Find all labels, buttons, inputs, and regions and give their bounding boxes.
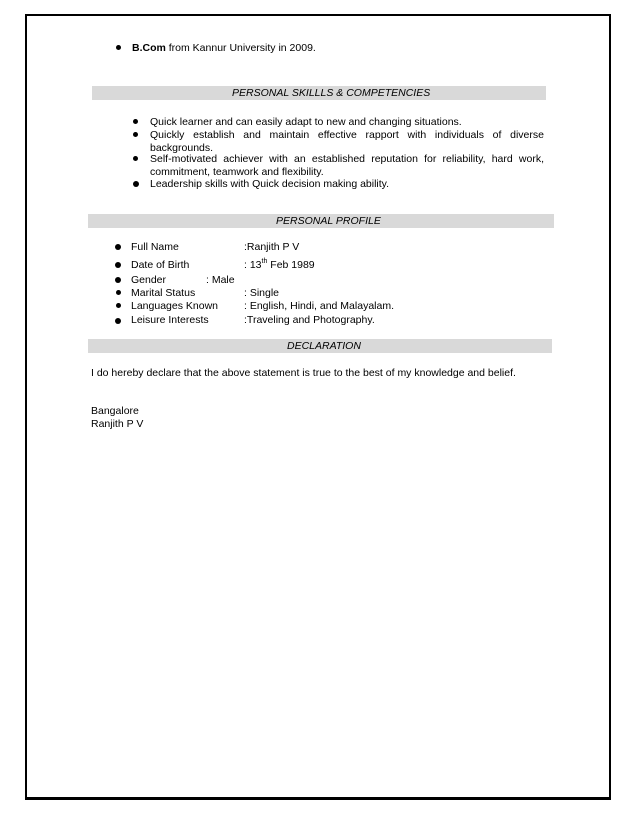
skill-item-cont: commitment, teamwork and flexibility. <box>150 166 324 178</box>
bullet <box>133 181 139 187</box>
profile-label: Marital Status <box>131 287 196 299</box>
section-heading-declaration: DECLARATION <box>287 340 361 352</box>
profile-value <box>244 259 315 272</box>
dob-day: : 13 <box>244 259 262 271</box>
degree-detail: from Kannur University in 2009. <box>168 42 316 54</box>
section-heading-skills: PERSONAL SKILLLS & COMPETENCIES <box>232 87 431 99</box>
bullet <box>133 119 138 124</box>
degree: B.Com <box>132 42 166 54</box>
skill-item-cont: backgrounds. <box>150 142 214 154</box>
section-bar-declaration <box>88 339 552 353</box>
profile-label: Full Name <box>131 241 179 253</box>
signature-place: Bangalore <box>91 405 139 417</box>
dob-suffix: th <box>261 257 268 265</box>
education-line <box>132 42 316 55</box>
bullet <box>115 262 121 268</box>
dob-rest: Feb 1989 <box>267 259 315 271</box>
section-heading-profile: PERSONAL PROFILE <box>276 215 381 227</box>
skill-item: Quick learner and can easily adapt to new and changing situations. <box>150 116 462 128</box>
profile-value: :Traveling and Photography. <box>244 314 375 326</box>
bullet <box>116 290 121 295</box>
profile-label: Leisure Interests <box>131 314 209 326</box>
bullet <box>115 277 121 283</box>
section-bar-skills <box>92 86 546 100</box>
signature-name: Ranjith P V <box>91 418 144 430</box>
profile-value: : English, Hindi, and Malayalam. <box>244 300 394 312</box>
bullet <box>116 45 121 50</box>
declaration-text: I do hereby declare that the above statement is true to the best of my knowledge and belief. <box>91 367 516 379</box>
bullet <box>133 132 138 137</box>
profile-label: Date of Birth <box>131 259 190 271</box>
profile-label: Gender <box>131 274 167 286</box>
section-bar-profile <box>88 214 554 228</box>
profile-value: :Ranjith P V <box>244 241 300 253</box>
skill-item: Quickly establish and maintain effective rapport with individuals of diverse <box>150 129 544 141</box>
skill-item: Leadership skills with Quick decision making ability. <box>150 178 390 190</box>
skill-item: Self-motivated achiever with an established reputation for reliability, hard work, <box>150 153 544 165</box>
bullet <box>115 318 121 324</box>
profile-label: Languages Known <box>131 300 218 312</box>
profile-value: : Single <box>244 287 280 299</box>
profile-value: : Male <box>206 274 235 286</box>
bullet <box>115 244 121 250</box>
bullet <box>116 303 121 308</box>
bullet <box>133 156 138 161</box>
